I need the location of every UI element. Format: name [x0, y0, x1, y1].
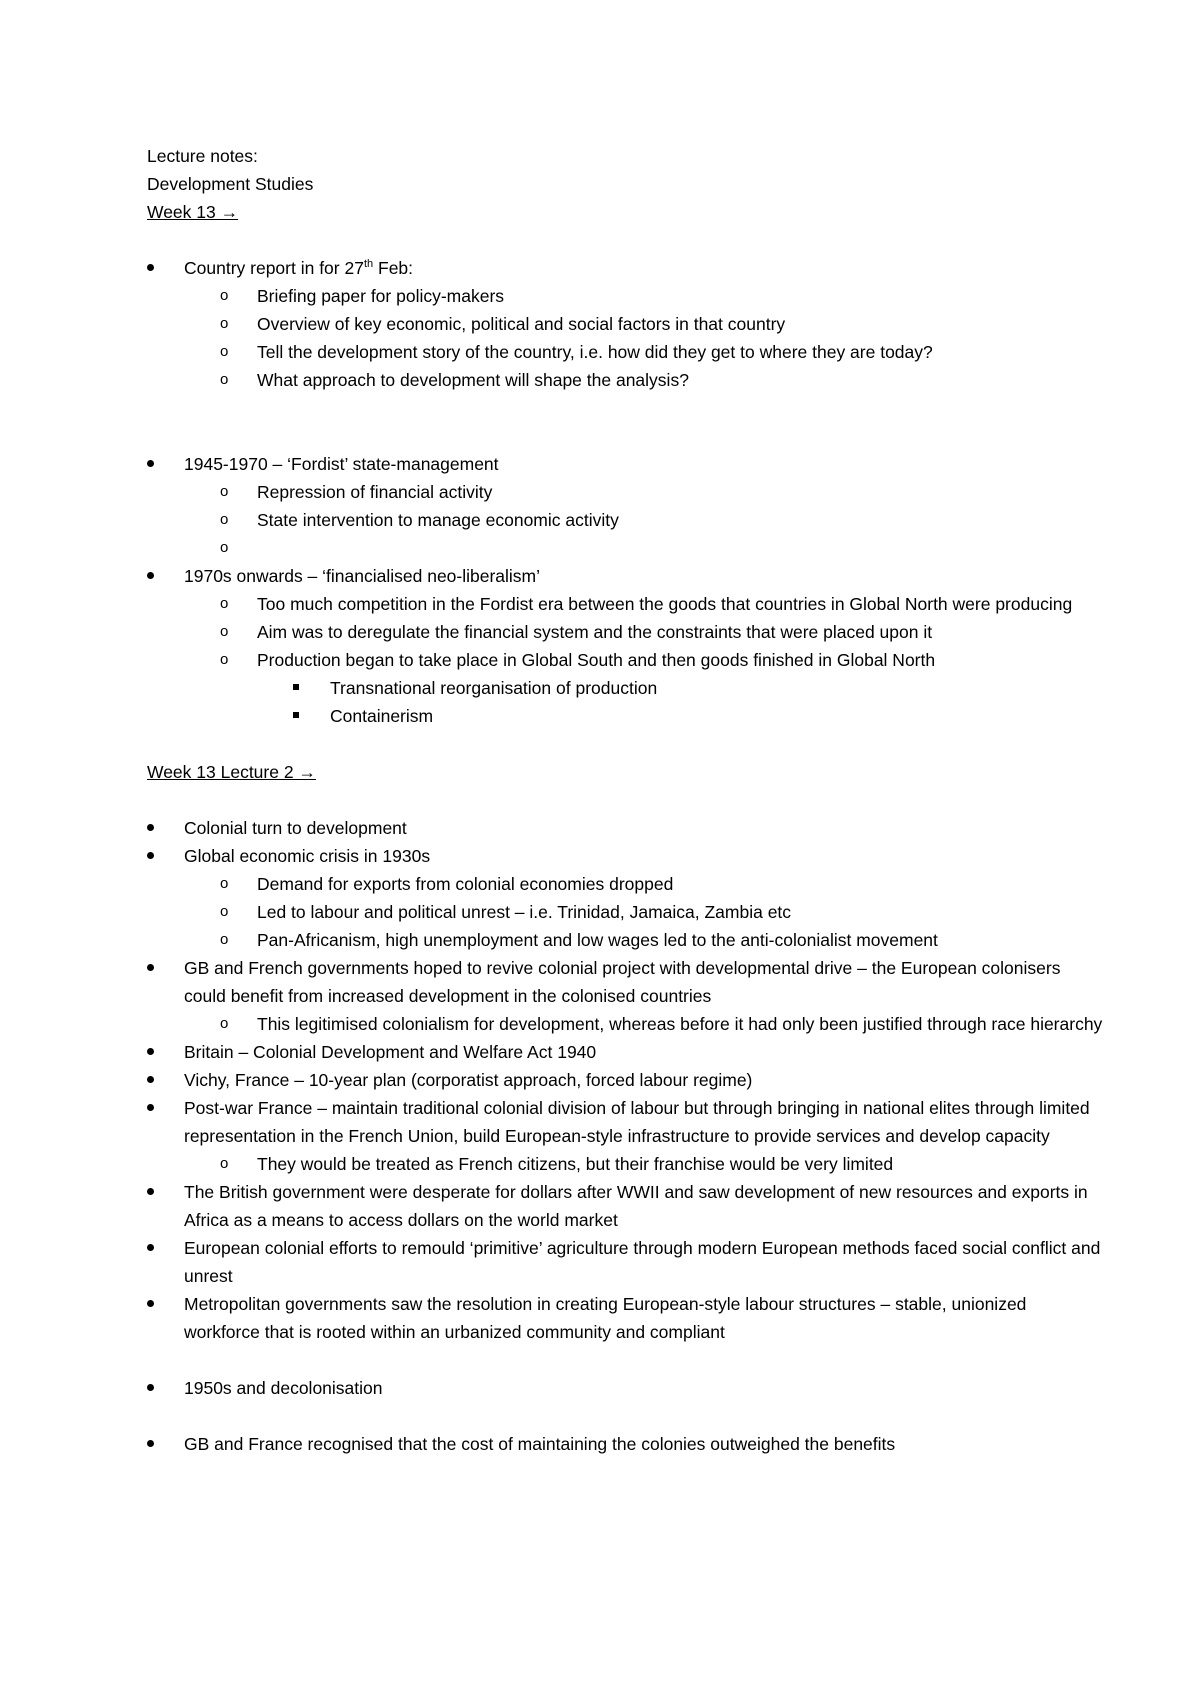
- bullet-icon: [147, 254, 154, 282]
- list-item: Transnational reorganisation of production: [147, 674, 1107, 702]
- list-item: GB and France recognised that the cost of maintaining the colonies outweighed the benefits: [147, 1430, 1107, 1458]
- circle-bullet-icon: o: [220, 287, 229, 304]
- list-item: o Demand for exports from colonial economies dropped: [147, 870, 1107, 898]
- list-item: The British government were desperate for dollars after WWII and saw development of new resources and exports in Africa as a means to access dollars on the world market: [147, 1178, 1107, 1234]
- list-item: o This legitimised colonialism for development, whereas before it had only been justified through race hierarchy: [147, 1010, 1107, 1038]
- bullet-icon: [147, 1234, 154, 1262]
- list-item: Colonial turn to development: [147, 814, 1107, 842]
- section1-list: [147, 254, 1107, 394]
- list-item: Global economic crisis in 1930s: [147, 842, 1107, 870]
- list-item: Metropolitan governments saw the resolution in creating European-style labour structures – stable, unionized workforce that is rooted within an urbanized community and compliant: [147, 1290, 1107, 1346]
- section1b-list: [147, 450, 1107, 730]
- section2-list: [147, 814, 1107, 1346]
- bullet-icon: [147, 1094, 154, 1122]
- bullet-icon: [147, 1066, 154, 1094]
- bullet-icon: [147, 954, 154, 982]
- circle-bullet-icon: o: [220, 539, 229, 556]
- circle-bullet-icon: o: [220, 511, 229, 528]
- list-item: [147, 534, 1107, 562]
- list-item: o Repression of financial activity: [147, 478, 1107, 506]
- list-item: 1950s and decolonisation: [147, 1374, 1107, 1402]
- section3-list: [147, 1374, 1107, 1402]
- list-item: 1970s onwards – ‘financialised neo-liberalism’: [147, 562, 1107, 590]
- bullet-icon: [147, 562, 154, 590]
- list-item: o State intervention to manage economic activity: [147, 506, 1107, 534]
- bullet-icon: [147, 1290, 154, 1318]
- list-item: o Too much competition in the Fordist era between the goods that countries in Global North were producing: [147, 590, 1107, 618]
- bullet-icon: [147, 814, 154, 842]
- list-item: European colonial efforts to remould ‘primitive’ agriculture through modern European methods faced social conflict and unrest: [147, 1234, 1107, 1290]
- circle-bullet-icon: o: [220, 875, 229, 892]
- list-item: o Production began to take place in Global South and then goods finished in Global North: [147, 646, 1107, 674]
- bullet-icon: [147, 842, 154, 870]
- circle-bullet-icon: o: [220, 343, 229, 360]
- list-item: o What approach to development will shape the analysis?: [147, 366, 1107, 394]
- list-item: o Overview of key economic, political and social factors in that country: [147, 310, 1107, 338]
- circle-bullet-icon: o: [220, 1015, 229, 1032]
- circle-bullet-icon: o: [220, 483, 229, 500]
- list-item: Containerism: [147, 702, 1107, 730]
- circle-bullet-icon: o: [220, 595, 229, 612]
- circle-bullet-icon: o: [220, 903, 229, 920]
- list-item: o Tell the development story of the country, i.e. how did they get to where they are today?: [147, 338, 1107, 366]
- list-item: Vichy, France – 10-year plan (corporatist approach, forced labour regime): [147, 1066, 1107, 1094]
- list-item: o Pan-Africanism, high unemployment and low wages led to the anti-colonialist movement: [147, 926, 1107, 954]
- list-item: GB and French governments hoped to revive colonial project with developmental drive – the European colonisers could benefit from increased development in the colonised countries: [147, 954, 1107, 1010]
- bullet-icon: [147, 1430, 154, 1458]
- week-heading: Week 13 →: [147, 202, 239, 222]
- circle-bullet-icon: o: [220, 651, 229, 668]
- circle-bullet-icon: o: [220, 315, 229, 332]
- bullet-icon: [147, 450, 154, 478]
- section4-list: [147, 1430, 1107, 1458]
- bullet-icon: [147, 1178, 154, 1206]
- week-heading-lecture-2: Week 13 Lecture 2 →: [147, 762, 316, 782]
- circle-bullet-icon: o: [220, 931, 229, 948]
- doc-heading: Lecture notes:: [147, 146, 258, 166]
- doc-subject: Development Studies: [147, 174, 314, 194]
- list-item: 1945-1970 – ‘Fordist’ state-management: [147, 450, 1107, 478]
- bullet-icon: [147, 1038, 154, 1066]
- list-item: Country report in for 27th Feb:: [147, 254, 1107, 282]
- square-bullet-icon: [293, 702, 299, 730]
- square-bullet-icon: [293, 674, 299, 702]
- circle-bullet-icon: o: [220, 623, 229, 640]
- circle-bullet-icon: o: [220, 371, 229, 388]
- list-item: o They would be treated as French citizens, but their franchise would be very limited: [147, 1150, 1107, 1178]
- list-item: Post-war France – maintain traditional colonial division of labour but through bringing in national elites through limited representation in the French Union, build European-style infrastructure to provide services and develop capacity: [147, 1094, 1107, 1150]
- list-item: o Briefing paper for policy-makers: [147, 282, 1107, 310]
- bullet-icon: [147, 1374, 154, 1402]
- list-item: o Led to labour and political unrest – i.e. Trinidad, Jamaica, Zambia etc: [147, 898, 1107, 926]
- list-item: Britain – Colonial Development and Welfare Act 1940: [147, 1038, 1107, 1066]
- circle-bullet-icon: o: [220, 1155, 229, 1172]
- list-item: o Aim was to deregulate the financial system and the constraints that were placed upon it: [147, 618, 1107, 646]
- document-content: [147, 142, 1107, 1458]
